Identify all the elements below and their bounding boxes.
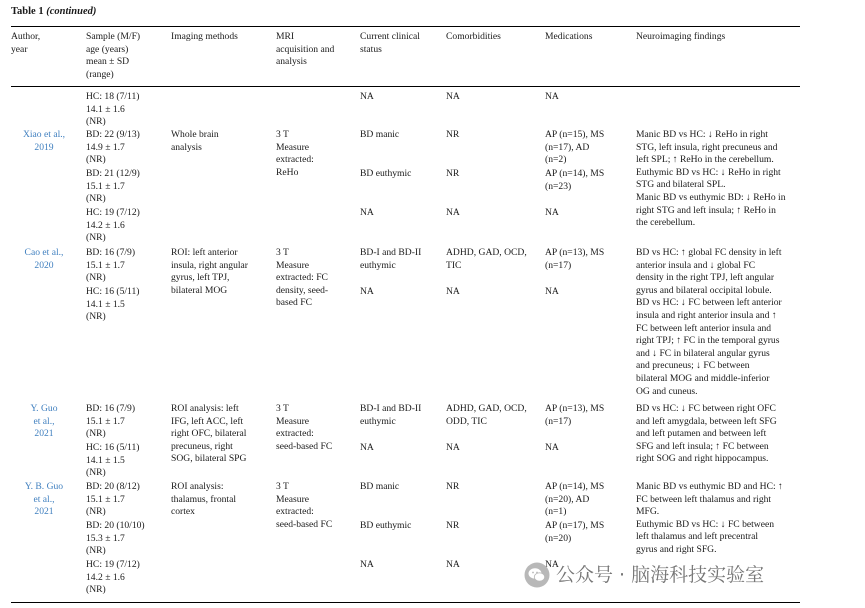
study-imaging-line: ROI analysis:	[171, 481, 224, 492]
group-comorbid-line: ADHD, GAD, OCD,	[446, 403, 527, 414]
group-comorbid-line: NR	[446, 168, 460, 179]
study-imaging-line: thalamus, frontal	[171, 493, 237, 505]
group-status-line: NA	[360, 207, 374, 218]
study-findings	[636, 247, 782, 398]
header-clinical-status-line: status	[360, 43, 382, 55]
table-label: Table 1	[11, 6, 44, 17]
study-mri-line: Measure	[276, 493, 310, 505]
group-sample-line: (NR)	[86, 545, 106, 557]
study-mri-line: Measure	[276, 415, 310, 427]
study-findings-line: the cerebellum.	[636, 217, 696, 229]
group-sample-line: (NR)	[86, 506, 106, 518]
group-comorbid-line: NR	[446, 129, 460, 140]
group-sample	[86, 247, 135, 285]
group-meds-line: NA	[545, 207, 559, 218]
group-sample-line: BD: 16 (7/9)	[86, 403, 136, 414]
study-imaging-line: analysis	[171, 141, 202, 153]
study-imaging-line: bilateral MOG	[171, 284, 228, 296]
cont-row-sample-line: (NR)	[86, 116, 106, 128]
group-status-line: BD-I and BD-II	[360, 403, 422, 414]
group-sample-line: 14.2 ± 1.6	[86, 219, 125, 231]
group-status-line: BD euthymic	[360, 168, 412, 179]
study-findings-line: and ↓ FC in bilateral angular gyrus	[636, 347, 770, 359]
study-findings-line: Manic BD vs euthymic BD and HC: ↑	[636, 481, 783, 492]
study-mri-line: 3 T	[276, 247, 289, 258]
group-comorbid-line: NR	[446, 520, 460, 531]
group-sample-line: (NR)	[86, 467, 106, 479]
header-mri-acquisition	[276, 31, 334, 69]
top-rule	[11, 26, 800, 27]
watermark-text: 公众号 · 脑海科技实验室	[556, 563, 765, 586]
group-meds	[545, 247, 604, 272]
group-status-line: BD euthymic	[360, 520, 412, 531]
group-meds-line: AP (n=13), MS	[545, 247, 605, 258]
study-findings-line: and left putamen and between left	[636, 428, 767, 440]
group-comorbid-line: NA	[446, 559, 460, 570]
study-mri-line: 3 T	[276, 129, 289, 140]
header-mri-acquisition-line: MRI	[276, 31, 295, 42]
group-sample-line: BD: 16 (7/9)	[86, 247, 136, 258]
group-meds	[545, 442, 559, 455]
group-meds	[545, 286, 559, 299]
group-meds	[545, 207, 559, 220]
study-findings-line: bilateral MOG and middle-inferior	[636, 372, 770, 384]
study-findings-line: Euthymic BD vs HC: ↓ ReHo in right	[636, 166, 781, 178]
group-meds-line: (n=17)	[545, 415, 572, 427]
header-sample-line: age (years)	[86, 43, 129, 55]
study-imaging-line: IFG, left ACC, left	[171, 415, 244, 427]
header-comorbidities	[446, 31, 501, 44]
study-findings-line: OG and cuneus.	[636, 385, 698, 397]
header-sample	[86, 31, 140, 81]
study-imaging-line: ROI analysis: left	[171, 403, 239, 414]
group-status	[360, 481, 399, 494]
table-continued-label: (continued)	[46, 6, 97, 17]
study-findings-line: SFG and left insula; ↑ FC between	[636, 440, 769, 452]
group-status-line: NA	[360, 442, 374, 453]
group-comorbid	[446, 442, 460, 455]
study-author-line: Y. B. Guo	[24, 481, 64, 492]
group-sample	[86, 129, 140, 167]
group-meds-line: AP (n=14), MS	[545, 168, 605, 179]
study-imaging	[171, 403, 246, 466]
header-author-year-line: Author,	[11, 31, 41, 42]
group-meds-line: (n=2)	[545, 154, 567, 166]
group-status-line: BD-I and BD-II	[360, 247, 422, 258]
study-author-line: et al.,	[33, 415, 55, 427]
group-sample-line: (NR)	[86, 584, 106, 596]
study-mri-line: extracted: FC	[276, 272, 328, 284]
study-findings-line: gyrus and right SFG.	[636, 543, 717, 555]
study-mri-line: based FC	[276, 297, 312, 309]
study-findings-line: MFG.	[636, 506, 660, 518]
group-meds-line: (n=23)	[545, 180, 572, 192]
group-sample-line: (NR)	[86, 193, 106, 205]
group-comorbid	[446, 129, 459, 142]
group-comorbid	[446, 559, 460, 572]
group-meds-line: (n=20), AD	[545, 493, 590, 505]
group-meds-line: NA	[545, 559, 559, 570]
study-findings-line: BD vs HC: ↓ FC between right OFC	[636, 403, 776, 414]
header-medications	[545, 31, 592, 44]
group-meds-line: (n=20)	[545, 532, 572, 544]
study-mri	[276, 403, 332, 453]
group-meds	[545, 168, 604, 193]
study-author-line: 2021	[34, 428, 54, 440]
group-meds	[545, 481, 604, 519]
study-author	[11, 403, 77, 441]
group-sample-line: 15.1 ± 1.7	[86, 415, 125, 427]
study-mri-line: extracted:	[276, 506, 314, 518]
study-imaging-line: Whole brain	[171, 129, 219, 140]
group-meds-line: NA	[545, 286, 559, 297]
group-meds-line: (n=1)	[545, 506, 567, 518]
group-sample-line: 15.1 ± 1.7	[86, 259, 125, 271]
group-sample-line: BD: 20 (10/10)	[86, 520, 145, 531]
cont-row-comorbid: NA	[446, 91, 460, 102]
study-mri-line: extracted:	[276, 154, 314, 166]
study-mri-line: 3 T	[276, 481, 289, 492]
study-findings-line: BD vs HC: ↓ FC between left anterior	[636, 297, 782, 309]
study-mri-line: ReHo	[276, 166, 299, 178]
group-status	[360, 286, 374, 299]
study-author	[11, 481, 77, 519]
bottom-rule	[11, 602, 800, 603]
group-comorbid	[446, 207, 460, 220]
study-imaging-line: cortex	[171, 506, 195, 518]
group-sample	[86, 442, 139, 480]
study-imaging-line: SOG, bilateral SPG	[171, 453, 247, 465]
group-comorbid	[446, 247, 527, 272]
group-sample	[86, 168, 140, 206]
study-findings	[636, 403, 777, 466]
group-comorbid-line: NA	[446, 207, 460, 218]
group-status	[360, 520, 411, 533]
group-sample-line: HC: 19 (7/12)	[86, 207, 140, 218]
group-sample-line: HC: 16 (5/11)	[86, 286, 140, 297]
group-status-line: NA	[360, 286, 374, 297]
study-mri	[276, 129, 314, 179]
group-sample	[86, 207, 140, 245]
study-findings-line: FC between left thalamus and right	[636, 493, 772, 505]
wechat-logo-icon	[524, 562, 550, 588]
group-meds-line: AP (n=17), MS	[545, 520, 605, 531]
group-comorbid-line: NA	[446, 442, 460, 453]
study-findings-line: Manic BD vs HC: ↓ ReHo in right	[636, 129, 768, 140]
study-author	[11, 129, 77, 154]
group-sample-line: HC: 19 (7/12)	[86, 559, 140, 570]
cont-row-sample-line: HC: 18 (7/11)	[86, 91, 140, 102]
study-findings-line: FC between left anterior insula and	[636, 322, 772, 334]
group-sample-line: (NR)	[86, 154, 106, 166]
study-findings-line: and precuneus; ↓ FC between	[636, 360, 750, 372]
group-comorbid-line: TIC	[446, 259, 462, 271]
study-author-line: Y. Guo	[30, 403, 58, 414]
study-findings	[636, 481, 783, 557]
group-sample-line: 15.1 ± 1.7	[86, 493, 125, 505]
header-clinical-status	[360, 31, 420, 56]
study-mri-line: extracted:	[276, 428, 314, 440]
group-sample	[86, 520, 145, 558]
study-findings-line: right TPJ; ↑ FC in the temporal gyrus	[636, 335, 780, 347]
group-status	[360, 442, 374, 455]
study-mri	[276, 247, 328, 310]
study-findings-line: STG, left insula, right precuneus and	[636, 141, 778, 153]
study-mri-line: density, seed-	[276, 284, 329, 296]
group-sample	[86, 286, 139, 324]
group-sample	[86, 403, 135, 441]
cont-row-meds: NA	[545, 91, 559, 102]
header-author-year-line: year	[11, 43, 28, 55]
group-sample-line: BD: 21 (12/9)	[86, 168, 140, 179]
header-sample-line: (range)	[86, 68, 114, 80]
header-author-year	[11, 31, 40, 56]
header-clinical-status-line: Current clinical	[360, 31, 420, 42]
study-findings-line: STG and bilateral SPL.	[636, 179, 726, 191]
header-neuroimaging-findings	[636, 31, 725, 44]
group-status-line: NA	[360, 559, 374, 570]
group-comorbid	[446, 520, 459, 533]
study-mri-line: 3 T	[276, 403, 289, 414]
study-findings-line: density in the right TPJ, left angular	[636, 272, 775, 284]
group-sample-line: 14.2 ± 1.6	[86, 571, 125, 583]
group-sample-line: (NR)	[86, 428, 106, 440]
group-comorbid	[446, 168, 459, 181]
study-imaging-line: ROI: left anterior	[171, 247, 238, 258]
group-sample-line: (NR)	[86, 272, 106, 284]
table-caption	[11, 6, 96, 19]
header-neuroimaging-findings-line: Neuroimaging findings	[636, 31, 726, 42]
study-imaging-line: insula, right angular	[171, 259, 248, 271]
group-comorbid	[446, 286, 460, 299]
header-mri-acquisition-line: acquisition and	[276, 43, 335, 55]
header-imaging-methods-line: Imaging methods	[171, 31, 238, 42]
study-author-line: Cao et al.,	[24, 247, 64, 258]
header-imaging-methods	[171, 31, 238, 44]
group-sample-line: (NR)	[86, 232, 106, 244]
study-findings-line: BD vs HC: ↑ global FC density in left	[636, 247, 782, 258]
group-sample-line: HC: 16 (5/11)	[86, 442, 140, 453]
wechat-watermark	[524, 560, 844, 590]
group-status	[360, 168, 411, 181]
header-rule	[11, 86, 800, 87]
header-comorbidities-line: Comorbidities	[446, 31, 501, 42]
group-comorbid-line: ADHD, GAD, OCD,	[446, 247, 527, 258]
group-meds	[545, 403, 604, 428]
study-mri-line: Measure	[276, 259, 310, 271]
group-status-line: BD manic	[360, 129, 400, 140]
group-meds-line: NA	[545, 442, 559, 453]
study-mri-line: seed-based FC	[276, 440, 333, 452]
group-sample	[86, 559, 140, 597]
group-sample-line: 15.1 ± 1.7	[86, 180, 125, 192]
study-findings-line: and left amygdala, between left SFG	[636, 415, 777, 427]
group-sample-line: 14.1 ± 1.5	[86, 298, 125, 310]
group-meds-line: AP (n=14), MS	[545, 481, 605, 492]
group-meds	[545, 520, 604, 545]
study-author	[11, 247, 77, 272]
header-sample-line: Sample (M/F)	[86, 31, 141, 42]
study-imaging	[171, 247, 248, 297]
study-author-line: et al.,	[33, 493, 55, 505]
group-meds-line: (n=17), AD	[545, 141, 590, 153]
study-findings-line: Euthymic BD vs HC: ↓ FC between	[636, 518, 775, 530]
group-status	[360, 559, 374, 572]
group-comorbid-line: NA	[446, 286, 460, 297]
group-sample-line: BD: 20 (8/12)	[86, 481, 140, 492]
group-sample-line: BD: 22 (9/13)	[86, 129, 140, 140]
study-findings-line: Manic BD vs euthymic BD: ↓ ReHo in	[636, 191, 786, 203]
study-mri	[276, 481, 332, 531]
group-comorbid-line: ODD, TIC	[446, 415, 487, 427]
group-meds-line: (n=17)	[545, 259, 572, 271]
group-meds-line: AP (n=13), MS	[545, 403, 605, 414]
cont-row-sample	[86, 91, 139, 129]
study-findings-line: right STG and left insula; ↑ ReHo in	[636, 204, 776, 216]
header-mri-acquisition-line: analysis	[276, 56, 307, 68]
study-findings-line: left thalamus and left precentral	[636, 531, 758, 543]
study-author-line: Xiao et al.,	[22, 129, 66, 140]
group-sample-line: 14.9 ± 1.7	[86, 141, 125, 153]
cont-row-sample-line: 14.1 ± 1.6	[86, 103, 125, 115]
study-imaging-line: gyrus, left TPJ,	[171, 272, 230, 284]
study-mri-line: seed-based FC	[276, 518, 333, 530]
study-findings-line: anterior insula and ↓ global FC	[636, 259, 756, 271]
group-status	[360, 403, 421, 428]
study-findings-line: left SPL; ↑ ReHo in the cerebellum.	[636, 154, 774, 166]
group-status-line: BD manic	[360, 481, 400, 492]
group-comorbid	[446, 481, 459, 494]
group-status-line: euthymic	[360, 415, 396, 427]
group-sample	[86, 481, 140, 519]
group-sample-line: (NR)	[86, 311, 106, 323]
study-imaging-line: precuneus, right	[171, 440, 233, 452]
study-imaging	[171, 129, 219, 154]
study-imaging	[171, 481, 236, 519]
group-comorbid	[446, 403, 527, 428]
header-medications-line: Medications	[545, 31, 593, 42]
group-status	[360, 247, 421, 272]
study-findings	[636, 129, 786, 230]
study-findings-line: gyrus and bilateral occipital lobule.	[636, 284, 772, 296]
group-meds	[545, 129, 604, 167]
study-findings-line: right SOG and right hippocampus.	[636, 453, 769, 465]
group-status	[360, 207, 374, 220]
group-sample-line: 14.1 ± 1.5	[86, 454, 125, 466]
study-findings-line: insula and right anterior insula and ↑	[636, 309, 777, 321]
study-author-line: 2020	[34, 259, 54, 271]
group-status	[360, 129, 399, 142]
cont-row-status: NA	[360, 91, 374, 102]
group-meds-line: AP (n=15), MS	[545, 129, 605, 140]
header-sample-line: mean ± SD	[86, 56, 130, 68]
group-comorbid-line: NR	[446, 481, 460, 492]
study-author-line: 2019	[34, 141, 54, 153]
study-author-line: 2021	[34, 506, 54, 518]
study-mri-line: Measure	[276, 141, 310, 153]
group-sample-line: 15.3 ± 1.7	[86, 532, 125, 544]
group-status-line: euthymic	[360, 259, 396, 271]
study-imaging-line: right OFC, bilateral	[171, 428, 247, 440]
